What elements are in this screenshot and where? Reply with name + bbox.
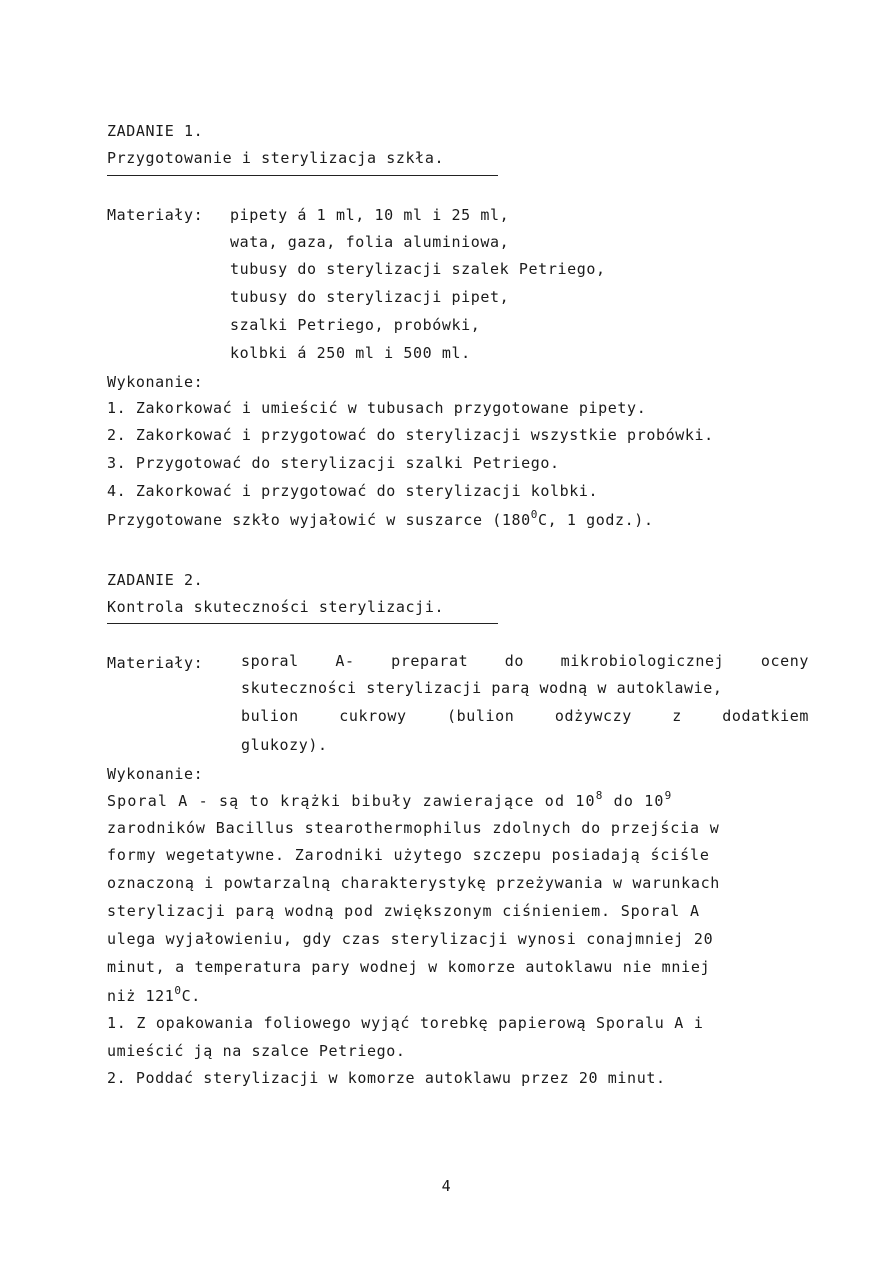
zad1-final-instruction: Przygotowane szkło wyjałowić w suszarce ($180^0C$, 1 godz.).: [107, 508, 654, 529]
zad2-material-line: skuteczności sterylizacji parą wodną w autoklawie,: [241, 679, 723, 697]
zad1-material-item: tubusy do sterylizacji szalek Petriego,: [230, 260, 606, 278]
zad2-paragraph-line: ulega wyjałowieniu, gdy czas sterylizacji wynosi conajmniej 20: [107, 930, 714, 948]
zad1-material-item: szalki Petriego, probówki,: [230, 316, 481, 334]
zad2-procedure-label: Wykonanie:: [107, 765, 204, 783]
zad1-step: 2. Zakorkować i przygotować do sterylizacji wszystkie probówki.: [107, 426, 714, 444]
zad1-step: 1. Zakorkować i umieścić w tubusach przygotowane pipety.: [107, 399, 647, 417]
zad2-paragraph-line: formy wegetatywne. Zarodniki użytego szczepu posiadają ściśle: [107, 846, 710, 864]
zad1-title: Przygotowanie i sterylizacja szkła.: [107, 149, 445, 167]
zad1-material-item: pipety á 1 ml, 10 ml i 25 ml,: [230, 206, 510, 224]
zad2-title: Kontrola skuteczności sterylizacji.: [107, 598, 445, 616]
zad2-material-line: sporal A- preparat do mikrobiologicznej oceny: [241, 652, 809, 670]
zad1-material-item: wata, gaza, folia aluminiowa,: [230, 233, 510, 251]
zad1-material-item: tubusy do sterylizacji pipet,: [230, 288, 510, 306]
zad2-paragraph-line: minut, a temperatura pary wodnej w komorze autoklawu nie mniej: [107, 958, 711, 976]
zad2-step: 2. Poddać sterylizacji w komorze autoklawu przez 20 minut.: [107, 1069, 666, 1087]
zad2-heading: ZADANIE 2.: [107, 571, 204, 589]
zad1-procedure-label: Wykonanie:: [107, 373, 204, 391]
zad1-step: 4. Zakorkować i przygotować do sterylizacji kolbki.: [107, 482, 599, 500]
zad2-title-underline: [107, 623, 498, 624]
zad2-paragraph-line: niż $121^0C$.: [107, 984, 201, 1005]
zad2-material-line: bulion cukrowy (bulion odżywczy z dodatkiem: [241, 707, 809, 725]
zad1-title-underline: [107, 175, 498, 176]
zad2-paragraph-line: Sporal A - są to krążki bibuły zawierające od $10^8$ do $10^9$: [107, 789, 673, 810]
zad1-materials-label: Materiały:: [107, 206, 204, 224]
zad2-paragraph-line: oznaczoną i powtarzalną charakterystykę przeżywania w warunkach: [107, 874, 721, 892]
zad1-heading: ZADANIE 1.: [107, 122, 204, 140]
zad1-material-item: kolbki á 250 ml i 500 ml.: [230, 344, 471, 362]
zad2-paragraph-line: sterylizacji parą wodną pod zwiększonym ciśnieniem. Sporal A: [107, 902, 700, 920]
zad2-paragraph-line: zarodników Bacillus stearothermophilus zdolnych do przejścia w: [107, 819, 720, 837]
zad2-step: umieścić ją na szalce Petriego.: [107, 1042, 406, 1060]
page-number: 4: [441, 1177, 452, 1195]
zad1-step: 3. Przygotować do sterylizacji szalki Petriego.: [107, 454, 560, 472]
zad2-material-line: glukozy).: [241, 736, 328, 754]
zad2-materials-label: Materiały:: [107, 654, 204, 672]
zad2-step: 1. Z opakowania foliowego wyjąć torebkę papierową Sporalu A i: [107, 1014, 704, 1032]
